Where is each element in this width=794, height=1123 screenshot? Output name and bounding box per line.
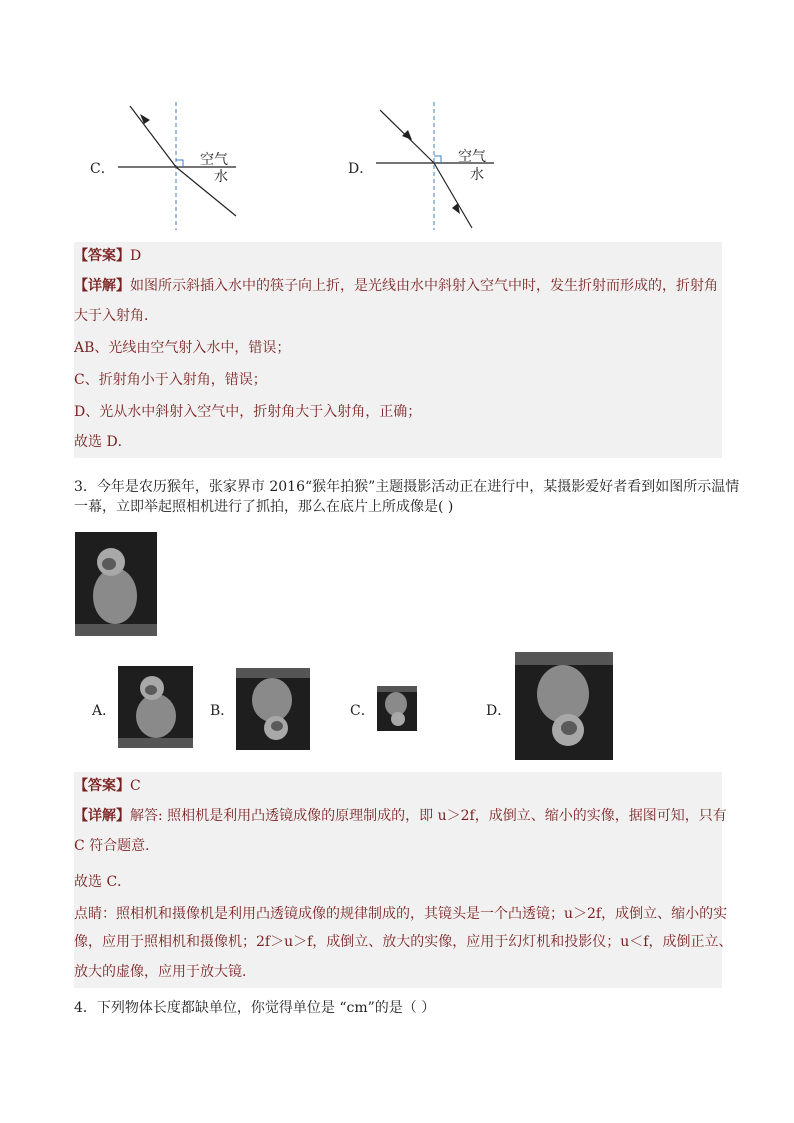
detail-tag: 【详解】 (74, 808, 130, 824)
diagram-c (90, 100, 250, 232)
answer-line (74, 244, 722, 268)
option-c-label: C． (350, 703, 375, 719)
answer-block-q2 (74, 242, 722, 458)
question-4-line-1: 4．下列物体长度都缺单位，你觉得单位是 “cm”的是（ ） (74, 1000, 436, 1016)
option-c-photo (377, 686, 417, 731)
detail-text: D、光从水中斜射入空气中，折射角大于入射角，正确； (74, 404, 422, 420)
answer-value: C (130, 778, 141, 794)
option-a-photo (118, 666, 193, 748)
detail-text: C、折射角小于入射角，错误； (74, 372, 267, 388)
detail-line (74, 804, 727, 828)
answer-block-q3 (74, 772, 733, 988)
option-d-photo (515, 652, 613, 760)
answer-tag: 【答案】 (74, 248, 130, 264)
option-b-photo (236, 668, 310, 750)
detail-text: 像，应用于照相机和摄像机；2f＞u＞f，成倒立、放大的实像，应用于幻灯机和投影仪；u＜f，成倒正立、 (74, 934, 733, 950)
detail-text: 故选 C． (74, 874, 132, 890)
detail-text: 放大的虚像，应用于放大镜． (74, 964, 256, 980)
diagram-d (348, 100, 508, 232)
question-3-line-1: 3．今年是农历猴年，张家界市 2016“猴年拍猴”主题摄影活动正在进行中，某摄影爱好者看到如图所示温情 (74, 479, 740, 495)
detail-text: C 符合题意． (74, 838, 160, 854)
answer-value: D (130, 248, 142, 264)
option-a-label: A． (92, 703, 117, 719)
diagram-d-option-label: D． (348, 161, 374, 177)
answer-tag: 【答案】 (74, 778, 130, 794)
detail-text: 大于入射角． (74, 308, 158, 324)
detail-text: 解答: 照相机是利用凸透镜成像的原理制成的，即 u＞2f，成倒立、缩小的实像，据图可知，只有 (130, 808, 727, 824)
option-b-label: B． (210, 703, 235, 719)
diagram-d-svg (372, 100, 508, 232)
detail-text: AB、光线由空气射入水中，错误； (74, 340, 291, 356)
detail-tag: 【详解】 (74, 278, 130, 294)
diagram-c-water-label: 水 (214, 169, 228, 185)
diagram-c-air-label: 空气 (200, 152, 228, 168)
detail-text: 如图所示斜插入水中的筷子向上折，是光线由水中斜射入空气中时，发生折射而形成的，折射角 (130, 278, 718, 294)
answer-line (74, 774, 722, 798)
detail-text: 点睛：照相机和摄像机是利用凸透镜成像的规律制成的，其镜头是一个凸透镜；u＞2f，成倒立、缩小的实 (74, 906, 728, 922)
diagram-d-air-label: 空气 (458, 149, 486, 165)
detail-text: 故选 D． (74, 434, 132, 450)
option-d-label: D． (486, 703, 512, 719)
diagram-c-option-label: C． (90, 161, 115, 177)
diagram-c-svg (114, 100, 250, 232)
monkey-photo-main (75, 532, 157, 636)
question-3-line-2: 一幕，立即举起照相机进行了抓拍，那么在底片上所成像是( ) (74, 499, 454, 515)
detail-line (74, 274, 722, 298)
diagram-d-water-label: 水 (470, 167, 484, 183)
